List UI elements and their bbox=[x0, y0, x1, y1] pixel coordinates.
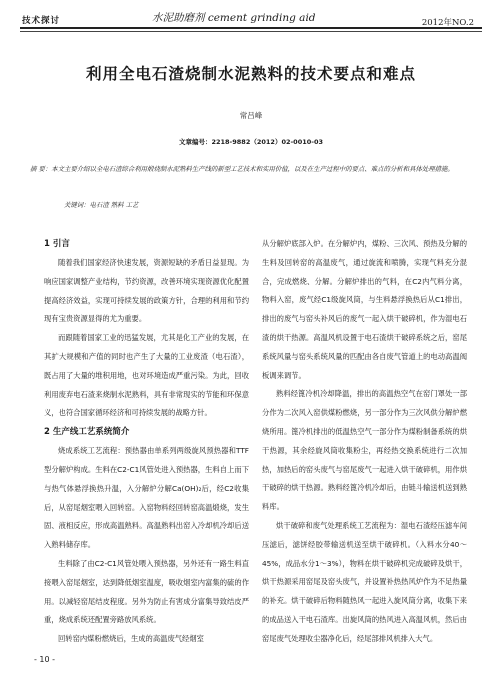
paragraph: 而跟随着国家工业的迅猛发展，尤其是化工产业的发展，在其扩大规模和产值的同时也产生了大量的工业废渣（电石渣），既占用了大量的堆积用地，也对环境造成严重污染。为此，回收利用废弃电石渣来烧制水泥熟料，具有非常现实的节能和环保意义，也符合国家循环经济和可持续发展的战略方针。 bbox=[44, 333, 249, 418]
left-column bbox=[44, 235, 249, 649]
abstract: 摘 要：本文主要介绍以全电石渣综合利用煅烧制水泥熟料生产线的新型工艺技术和实用价值，以及在生产过程中的要点、难点的分析和具体处理措施。 bbox=[30, 165, 454, 173]
paragraph: 随着我们国家经济快速发展，资源短缺的矛盾日益显现。为响应国家调整产业结构，节约资源，改善环境实现资源优化配置提高经济效益，实现可持续发展的政策方针，合理的利用和节约现有宝贵资源显得的尤为重要。 bbox=[44, 258, 249, 324]
section-heading-process: 2 生产线工艺系统简介 bbox=[44, 427, 130, 438]
author: 常吕峰 bbox=[239, 111, 263, 120]
right-column bbox=[262, 235, 467, 649]
article-title: 利用全电石渣烧制水泥熟料的技术要点和难点 bbox=[85, 65, 416, 83]
paragraph: 烘干破碎和废气处理系统工艺流程为：湿电石渣经压滤车间压滤后，滤饼经胶带输送机送至烘干破碎机。（入料水分40～45%，成品水分1～3%），物料在烘干破碎机完成破碎及烘干，烘干热源采用窑尾及窑头废气，并设置补热热风炉作为不足热量的补充。烘干破碎后物料随热风一起进入旋风筒分离，收集下来的成品送入干电石渣库。出旋风筒的热风进入高温风机，然后由窑尾废气处理收尘器净化后，经尾部排风机排入大气。 bbox=[262, 520, 467, 643]
header-rule-thin bbox=[20, 31, 482, 32]
paragraph: 生料除了由C2-C1风管处喂入预热器，另外还有一路生料直接喂入窑尾烟室，达到降低烟室温度，吸收烟室内富集的硫的作用。以减轻窑尾结皮程度。另外为防止有害成分富集导致结皮严重，烧成系统还配置旁路放风系统。 bbox=[44, 558, 249, 625]
paragraph: 熟料经篦冷机冷却降温，排出的高温热空气在窑门罩处一部分作为二次风入窑供煤粉燃烧，另一部分作为三次风供分解炉燃烧所用。篦冷机排出的低温热空气一部分作为煤粉制备系统的烘干热源，其余经旋风筒收集粉尘，再经热交换系统进行二次加热，加热后的窑头废气与窑尾废气一起进入烘干破碎机，用作烘干破碎的烘干热源。熟料经篦冷机冷却后，由链斗输送机送到熟料库。 bbox=[262, 389, 467, 512]
paragraph: 从分解炉底部入炉。在分解炉内，煤粉、三次风、预热及分解的生料及回转窑的高温废气，通过旋流和喷腾，实现气料充分混合，完成燃烧、分解。分解炉排出的气料，在C2内气料分离，物料入窑，废气经C1级旋风筒，与生料悬浮换热后从C1排出，排出的废气与窑头补风后的废气一起入烘干破碎机，作为湿电石渣的烘干热源。高温风机设置于电石渣烘干破碎系统之后，窑尾系统风量与窑头系统风量的匹配由各自废气管道上的电动高温阀板调来调节。 bbox=[262, 239, 467, 380]
paragraph: 烧成系统工艺流程：预热器由单系列两级旋风预热器和TTF型分解炉构成。生料在C2-C1风管处进入预热器，生料自上而下与热气体悬浮换热升温，入分解炉分解Ca(OH)₂后，经C2收集后，从窑尾烟室喂入回转窑。入窑物料经回转窑高温煅烧，发生固、液相反应，形成高温熟料。高温熟料出窑入冷却机冷却后送入熟料储存库。 bbox=[44, 446, 249, 550]
page-number: - 10 - bbox=[34, 655, 56, 664]
keywords: 关键词：电石渣 熟料 工艺 bbox=[64, 201, 139, 209]
article-number: 文章编号：2218-9882（2012）02-0010-03 bbox=[178, 138, 324, 146]
section-label: 技术探讨 bbox=[22, 16, 61, 26]
section-heading-intro: 1 引言 bbox=[44, 239, 70, 249]
paragraph: 回转窑内煤粉燃烧后，生成的高温废气经烟室 bbox=[58, 634, 204, 644]
issue-number: 2012年NO.2 bbox=[421, 18, 474, 28]
header-rule bbox=[20, 27, 482, 29]
journal-name: 水泥助磨剂 cement grinding aid bbox=[152, 12, 316, 24]
